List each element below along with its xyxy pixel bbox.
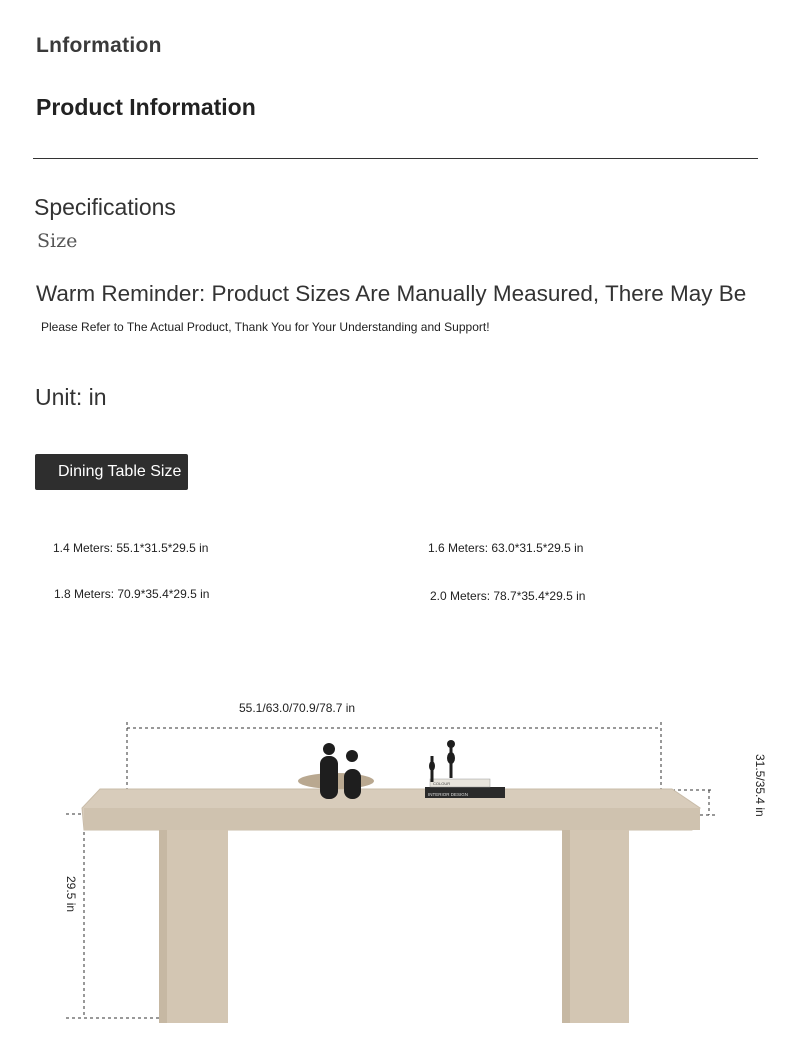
height-dimension-label: 29.5 in — [64, 876, 78, 913]
page-title: Product Information — [36, 94, 256, 120]
brand-heading: Lnformation — [36, 34, 162, 57]
dining-table — [82, 789, 700, 1023]
divider — [33, 158, 758, 159]
warm-reminder-text: Warm Reminder: Product Sizes Are Manually Measured, There May Be — [36, 281, 747, 306]
size-label: Size — [37, 230, 78, 252]
size-option: 1.6 Meters: 63.0*31.5*29.5 in — [428, 541, 584, 555]
tab-label: Dining Table Size — [58, 463, 182, 480]
specifications-heading: Specifications — [34, 194, 176, 220]
unit-label: Unit: in — [35, 384, 107, 410]
table-diagram — [0, 690, 790, 1047]
reminder-note: Please Refer to The Actual Product, Thank You for Your Understanding and Support! — [41, 320, 490, 334]
size-option: 1.8 Meters: 70.9*35.4*29.5 in — [54, 587, 210, 601]
depth-dimension-label: 31.5/35.4 in — [753, 754, 767, 817]
book-label: COLOUR — [433, 781, 451, 786]
tab-dining-table-size[interactable] — [35, 454, 188, 490]
size-option: 2.0 Meters: 78.7*35.4*29.5 in — [430, 589, 586, 603]
size-option: 1.4 Meters: 55.1*31.5*29.5 in — [53, 541, 209, 555]
width-dimension-label: 55.1/63.0/70.9/78.7 in — [239, 701, 356, 715]
book-label: INTERIOR DESIGN — [428, 792, 469, 797]
